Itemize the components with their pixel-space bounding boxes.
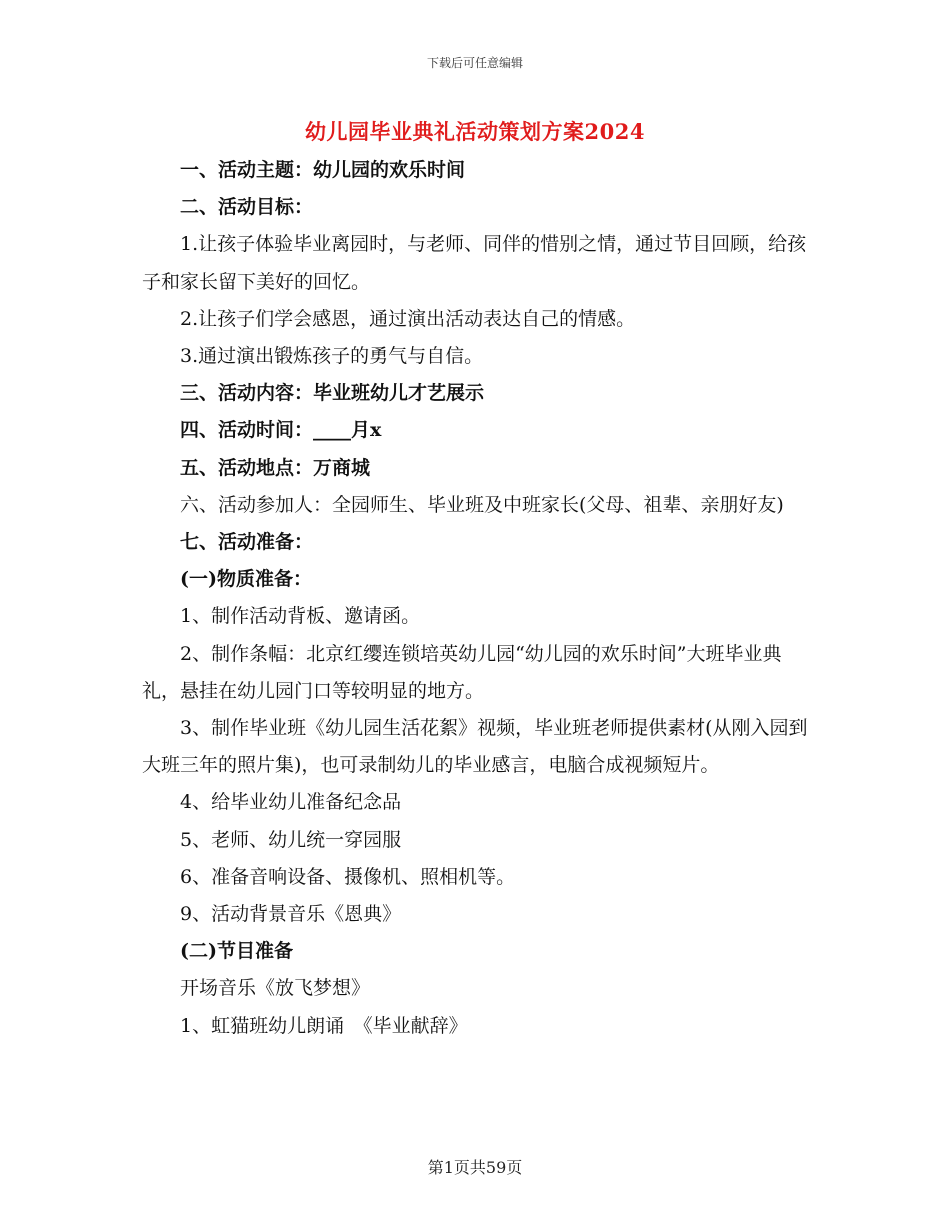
paragraph: (一)物质准备： — [180, 568, 312, 591]
paragraph: 4、给毕业幼儿准备纪念品 — [180, 791, 402, 814]
document-title: 幼儿园毕业典礼活动策划方案2024 — [305, 119, 645, 144]
paragraph: 1.让孩子体验毕业离园时，与老师、同伴的惜别之情，通过节目回顾，给孩子和家长留下美好的回忆。 — [142, 233, 807, 293]
paragraph: 1、虹猫班幼儿朗诵 《毕业献辞》 — [180, 1014, 468, 1037]
paragraph: 五、活动地点：万商城 — [180, 456, 371, 479]
paragraph: 6、准备音响设备、摄像机、照相机等。 — [180, 865, 516, 888]
paragraph: 一、活动主题：幼儿园的欢乐时间 — [180, 159, 466, 181]
paragraph: 六、活动参加人：全园师生、毕业班及中班家长(父母、祖辈、亲朋好友) — [180, 493, 784, 516]
paragraph: 3、制作毕业班《幼儿园生活花絮》视频，毕业班老师提供素材(从刚入园到大班三年的照片集)，也可录制幼儿的毕业感言，电脑合成视频短片。 — [142, 717, 808, 777]
paragraph: 七、活动准备： — [180, 531, 314, 554]
paragraph: 二、活动目标： — [180, 196, 314, 219]
page-header-note: 下载后可任意编辑 — [426, 56, 523, 70]
paragraph: 2.让孩子们学会感恩，通过演出活动表达自己的情感。 — [180, 307, 636, 330]
paragraph: 5、老师、幼儿统一穿园服 — [180, 828, 402, 851]
paragraph: (二)节目准备 — [180, 940, 293, 963]
paragraph: 1、制作活动背板、邀请函。 — [180, 605, 421, 628]
paragraph: 3.通过演出锻炼孩子的勇气与自信。 — [180, 345, 484, 368]
paragraph: 四、活动时间：____月x — [180, 419, 382, 442]
document-body — [142, 152, 810, 1045]
page-footer-number: 第1页共59页 — [427, 1158, 523, 1177]
paragraph: 三、活动内容：毕业班幼儿才艺展示 — [180, 382, 485, 405]
paragraph: 开场音乐《放飞梦想》 — [180, 977, 371, 1000]
paragraph: 2、制作条幅：北京红缨连锁培英幼儿园“幼儿园的欢乐时间”大班毕业典礼，悬挂在幼儿园门口等较明显的地方。 — [142, 642, 782, 702]
paragraph: 9、活动背景音乐《恩典》 — [180, 903, 402, 926]
